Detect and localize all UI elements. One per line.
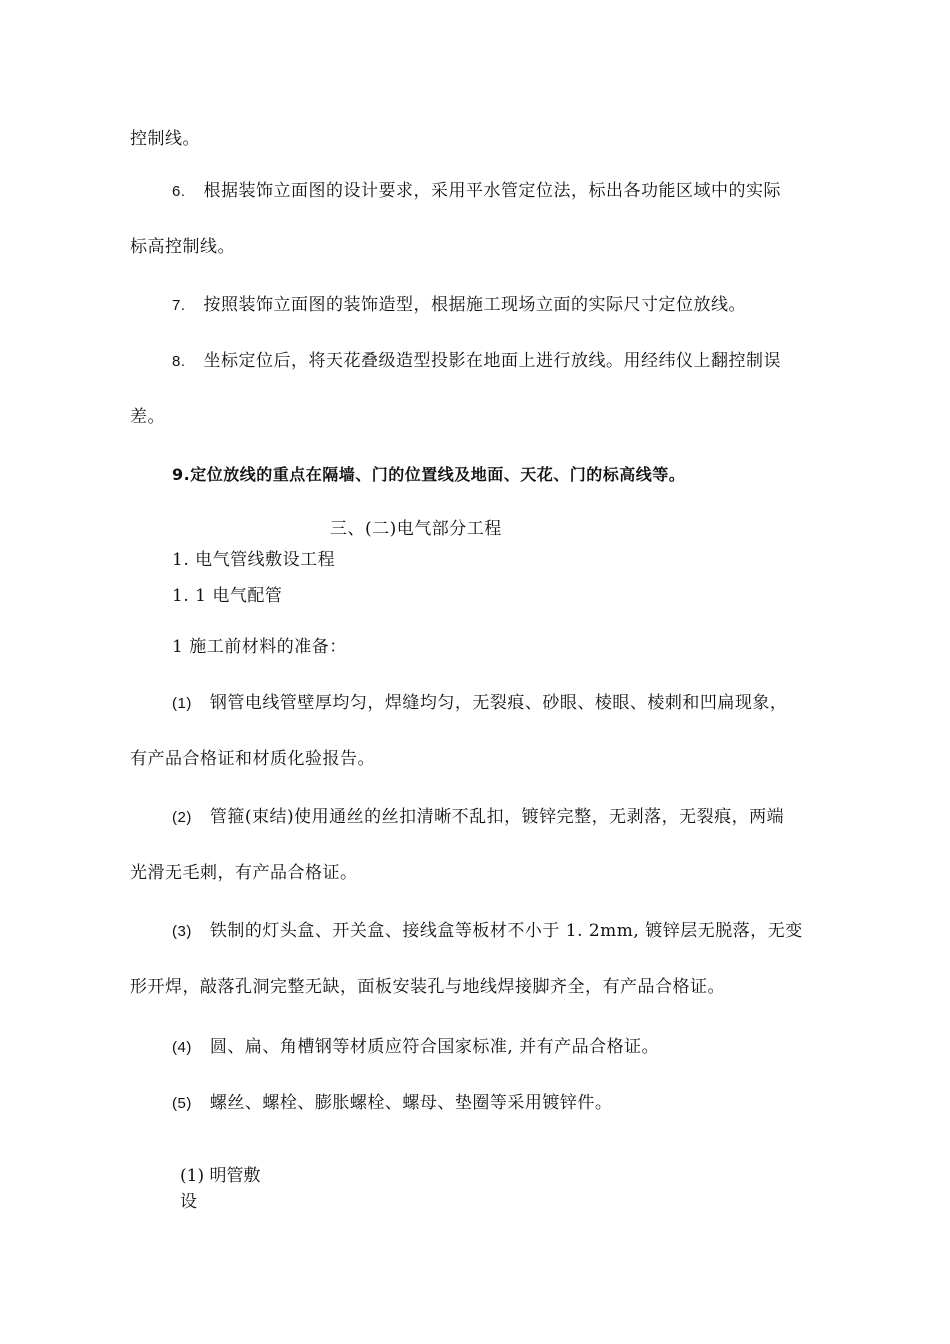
- item-number: (2): [172, 809, 192, 826]
- item-number: (4): [172, 1039, 192, 1056]
- item-text: 根据装饰立面图的设计要求，采用平水管定位法，标出各功能区域中的实际: [203, 181, 782, 201]
- bold-paragraph: 9.定位放线的重点在隔墙、门的位置线及地面、天花、门的标高线等。: [172, 465, 686, 484]
- list-item-4: [172, 1036, 659, 1059]
- list-item-1: [172, 692, 787, 715]
- paragraph-continuation: 光滑无毛刺，有产品合格证。: [130, 863, 358, 883]
- item-text: 坐标定位后，将天花叠级造型投影在地面上进行放线。用经纬仪上翻控制误: [203, 351, 782, 371]
- subsection-heading: 1. 1 电气配管: [172, 586, 283, 606]
- section-heading: 三、(二)电气部分工程: [330, 519, 502, 539]
- item-number: (1): [172, 695, 192, 712]
- list-item-3: [172, 920, 803, 943]
- paragraph-continuation: 控制线。: [130, 129, 200, 149]
- item-number: 8.: [172, 353, 186, 370]
- item-text: 按照装饰立面图的装饰造型，根据施工现场立面的实际尺寸定位放线。: [203, 295, 747, 315]
- item-text: 管箍(束结)使用通丝的丝扣清晰不乱扣，镀锌完整，无剥落，无裂痕，两端: [209, 807, 785, 827]
- list-item-5: [172, 1092, 612, 1115]
- list-item-8: [172, 350, 781, 373]
- subsection-heading: 1 施工前材料的准备：: [172, 637, 347, 657]
- list-item-6: [172, 180, 781, 203]
- item-text: 铁制的灯头盒、开关盒、接线盒等板材不小于 1. 2mm, 镀锌层无脱落，无变: [209, 921, 803, 941]
- item-text: 螺丝、螺栓、膨胀螺栓、螺母、垫圈等采用镀锌件。: [209, 1093, 613, 1113]
- paragraph-continuation: 有产品合格证和材质化验报告。: [130, 749, 375, 769]
- subsection-heading: 1. 电气管线敷设工程: [172, 550, 336, 570]
- paragraph-continuation: 标高控制线。: [130, 237, 235, 257]
- item-number: 7.: [172, 297, 186, 314]
- item-text: 钢管电线管壁厚均匀，焊缝均匀，无裂痕、砂眼、棱眼、棱刺和凹扁现象，: [209, 693, 788, 713]
- item-text: 圆、扁、角槽钢等材质应符合国家标准, 并有产品合格证。: [209, 1037, 660, 1057]
- item-number: 6.: [172, 183, 186, 200]
- item-number: (5): [172, 1095, 192, 1112]
- subsection-heading: (1) 明管敷设: [180, 1166, 261, 1212]
- paragraph-continuation: 差。: [130, 407, 165, 427]
- item-number: (3): [172, 923, 192, 940]
- paragraph-continuation: 形开焊，敲落孔洞完整无缺，面板安装孔与地线焊接脚齐全，有产品合格证。: [130, 977, 725, 997]
- list-item-7: [172, 294, 746, 317]
- list-item-2: [172, 806, 784, 829]
